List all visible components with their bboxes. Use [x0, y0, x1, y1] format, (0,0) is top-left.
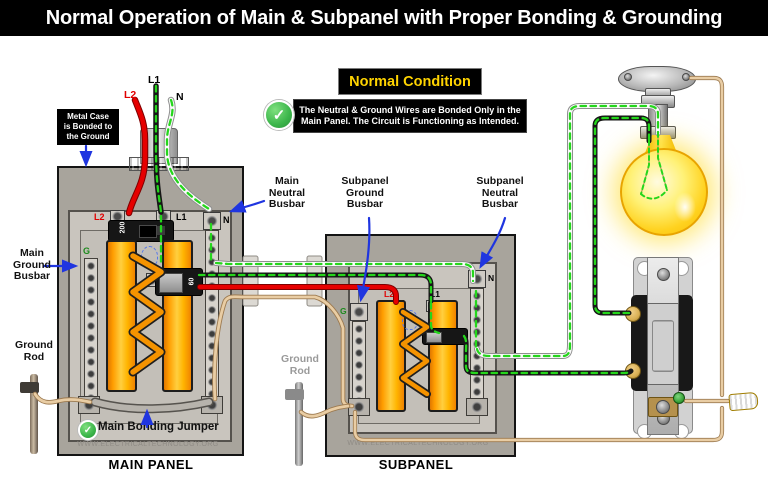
branch-breaker-handle [426, 332, 442, 343]
light-bulb [620, 148, 708, 236]
panel-nipple-sleeves [243, 256, 322, 306]
main-neutral-n-label: N [223, 215, 230, 225]
main-neutral-busbar [205, 230, 219, 404]
panel-bulb-icon [402, 310, 418, 330]
subpanel-l2-label: L2 [384, 289, 394, 299]
switch-terminal-top [625, 306, 641, 322]
main-neutral-terminal [203, 212, 221, 230]
main-panel-caption: MAIN PANEL [108, 457, 194, 472]
ground-rod-label-sub: Ground Rod [281, 353, 319, 377]
feeder-breaker-body [159, 273, 183, 293]
main-ground-busbar [84, 258, 98, 404]
main-ground-bracket [78, 396, 100, 414]
status-note: The Neutral & Ground Wires are Bonded Only in the Main Panel. The Circuit is Functioning as Intended. [293, 99, 527, 133]
subpanel-n-label: N [488, 273, 495, 283]
subpanel-neutral-bracket [466, 398, 488, 416]
title-bar [0, 0, 768, 36]
ground-screw [673, 392, 685, 404]
subpanel-ground-bracket [348, 398, 370, 416]
main-neutral-busbar-callout: Main Neutral Busbar [268, 175, 306, 210]
subpanel-caption: SUBPANEL [378, 457, 454, 472]
check-icon: ✓ [78, 420, 98, 440]
switch-toggle [652, 320, 674, 372]
main-l2-label: L2 [94, 212, 105, 222]
wire-nut [728, 392, 758, 411]
main-neutral-bracket [201, 396, 223, 414]
main-breaker-rating: 200 [119, 221, 127, 234]
ground-rod-clamp-sub [285, 389, 304, 400]
main-l1-label: L1 [176, 212, 187, 222]
subpanel-neutral-busbar-callout: Subpanel Neutral Busbar [476, 175, 524, 210]
main-bus-left [106, 240, 137, 392]
ground-bracket-screw [656, 400, 670, 414]
strap-screw [657, 268, 670, 281]
ground-rod-clamp-main [20, 382, 39, 393]
canopy-screw [624, 73, 632, 81]
check-icon: ✓ [264, 100, 294, 130]
main-ground-busbar-g-label: G [83, 246, 91, 256]
subpanel-bus-right [428, 300, 458, 412]
service-l1-label: L1 [148, 74, 161, 86]
watermark: WWW.ELECTRICALTECHNOLOGY.ORG [347, 440, 489, 447]
subpanel-neutral-busbar [470, 288, 484, 404]
status-badge: Normal Condition [338, 68, 482, 95]
switch-terminal-bottom [625, 363, 641, 379]
main-breaker-200a [108, 220, 174, 242]
main-breaker-window [157, 226, 165, 235]
conduit-flange [129, 157, 189, 171]
feeder-breaker-60a [155, 268, 203, 296]
canopy-screw [682, 73, 690, 81]
main-breaker-handle [139, 225, 157, 238]
main-bus-right [162, 240, 196, 392]
panel-bulb-icon [141, 246, 158, 267]
branch-breaker [422, 328, 468, 345]
metal-case-callout: Metal Case is Bonded to the Ground [57, 109, 119, 145]
page-title: Normal Operation of Main & Subpanel with Proper Bonding & Grounding [45, 6, 723, 29]
watermark: WWW.ELECTRICALTECHNOLOGY.ORG [77, 441, 219, 448]
subpanel-ground-terminal [350, 303, 368, 321]
service-n-label: N [176, 91, 184, 103]
service-l2-label: L2 [124, 89, 137, 101]
subpanel-ground-busbar [352, 321, 366, 403]
main-bonding-jumper-label: Main Bonding Jumper [98, 421, 219, 433]
subpanel-g-label: G [340, 306, 347, 316]
feeder-breaker-rating: 60 [188, 277, 196, 286]
ground-rod-label-main: Ground Rod [15, 339, 53, 363]
subpanel-neutral-terminal [468, 270, 486, 288]
main-ground-busbar-callout: Main Ground Busbar [13, 247, 51, 282]
subpanel-ground-busbar-callout: Subpanel Ground Busbar [341, 175, 389, 210]
subpanel-l1-label: L1 [430, 289, 440, 299]
